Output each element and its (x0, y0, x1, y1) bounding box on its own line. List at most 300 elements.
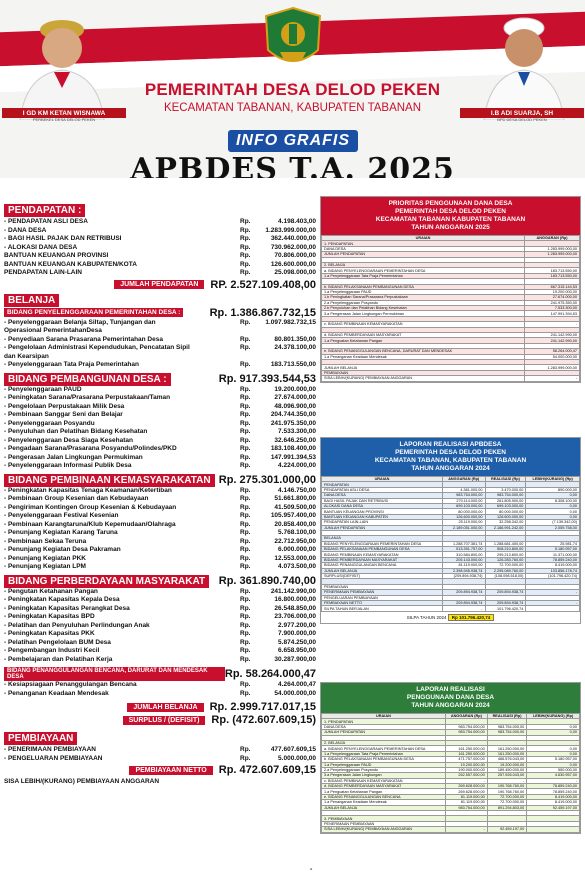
penyelenggaraan-row (4, 307, 316, 319)
budget-line (4, 630, 316, 639)
budget-line-value: 24.378.100,00 (274, 344, 316, 351)
column-header: LEBIH/(KURANG) (Rp) (527, 714, 580, 719)
table-cell: 4.361.000,00 (442, 487, 485, 492)
table-cell: 1.288.681.400,00 (485, 541, 526, 546)
table-cell: 0,00 (527, 730, 580, 735)
panel-title-line: LAPORAN REALISASI APBDESA (399, 441, 502, 448)
budget-line (4, 588, 316, 597)
budget-line-currency: Rp. (240, 269, 251, 276)
table-cell: 78.859.240,00 (527, 789, 580, 794)
budget-line-label: - Pengadaan Sarana/Prasarana Posyandu/Polindes/PKD (4, 445, 177, 452)
table-cell: - (526, 600, 580, 605)
table-cell: 147.991.394,53 (525, 311, 580, 316)
budget-line-currency: Rp. (240, 503, 251, 511)
table-cell: PENDAPATAN ASLI DESA (322, 487, 443, 492)
table-cell: 161.250.000,00 (487, 746, 526, 751)
table-cell: a. BIDANG PENYELENGGARAAN PEMERINTAHAN DESA (322, 746, 446, 751)
table-cell (527, 827, 580, 832)
budget-line (4, 462, 316, 471)
table-cell: 3.a Pengerasan Jalan Lingkungan (322, 773, 446, 778)
table-cell: 19.200.000,00 (525, 289, 580, 294)
table-cell: SISA LEBIH/(KURANG) PEMBIAYAAN ANGGARAN (322, 376, 525, 381)
panel2-table (321, 476, 580, 612)
budget-line-currency: Rp. (240, 689, 251, 697)
table-cell: 209.894.938,74 (442, 600, 485, 605)
budget-line-value: 204.744.350,00 (270, 411, 316, 418)
budget-line-label: - Peningkatan Kapasitas Perangkat Desa (4, 604, 130, 612)
budget-line-label: - ALOKASI DANA DESA (4, 243, 78, 251)
pendapatan-section (4, 200, 316, 291)
table-cell: 1.b Peningkatan Sarana/Prasarana Perpustakaan (322, 295, 525, 300)
budget-line-currency: Rp. (240, 394, 251, 401)
table-cell: BIDANG PEMBERDAYAAN MASYARAKAT (322, 557, 443, 562)
table-cell: 54.000.000,00 (525, 354, 580, 359)
budget-line (4, 218, 316, 227)
budget-line-currency: Rp. (240, 554, 251, 562)
table-cell: 78.859.240,00 (527, 784, 580, 789)
table-cell: 81.119.000,00 (445, 794, 487, 799)
table-cell: 80.000.000,00 (442, 509, 485, 514)
table-cell: 19.200.000,00 (445, 762, 487, 767)
pembangunan-title: BIDANG PEMBANGUNAN DESA : (4, 373, 171, 386)
budget-line (4, 420, 316, 429)
budget-line (4, 361, 316, 370)
pembiayaan-section (4, 728, 316, 785)
budget-line-currency: Rp. (240, 596, 251, 603)
budget-line (4, 244, 316, 253)
table-cell: 27.674.000,00 (525, 295, 580, 300)
column-header: REALISASI (Rp) (485, 477, 526, 482)
table-cell: 5.180.957,00 (527, 757, 580, 762)
table-cell: DANA DESA (322, 724, 446, 729)
column-header: LEBIH/(KURANG) (Rp) (526, 477, 580, 482)
table-cell: SISA LEBIH/(KURANG) PEMBIAYAAN ANGGARAN (322, 827, 446, 832)
budget-line (4, 344, 316, 353)
table-cell: 183.713.550,00 (525, 273, 580, 278)
table-cell: 667.315.144,53 (525, 284, 580, 289)
budget-line-label: - Penyelenggaraan PAUD (4, 385, 82, 393)
panel-title-line: TAHUN ANGGARAN 2025 (411, 224, 490, 231)
table-cell: 508.210.800,00 (485, 547, 526, 552)
table-cell: 3.a Pengerasan Jalan Lingkungan Permukiman (322, 311, 525, 316)
table-cell: 161.250.000,00 (487, 751, 526, 756)
table-cell: d. BIDANG PEMBERDAYAAN MASYARAKAT (322, 784, 446, 789)
table-cell: 81.119.000,00 (445, 800, 487, 805)
table-cell: 32.258.342,00 (485, 520, 526, 525)
budget-line-value: 20.858.400,00 (274, 520, 316, 528)
table-cell: 1. PENDAPATAN (322, 719, 446, 724)
table-cell: 0,00 (526, 503, 580, 508)
budget-line-label: - Penyelenggaraan Belanja Siltap, Tunjangan dan (4, 318, 156, 326)
table-cell: - (445, 778, 487, 783)
table-cell: 189.450.000,00 (487, 767, 526, 772)
table-cell: c. BIDANG PEMBINAAN KEMASYARAKATAN (322, 322, 525, 327)
table-cell: 699.103.000,00 (442, 503, 485, 508)
bencana-head (4, 667, 316, 681)
budget-line-value: 6.658.950,00 (278, 647, 316, 654)
regency-emblem-icon (262, 6, 324, 72)
budget-line-label: - Penyelenggaraan Festival Kesenian (4, 512, 119, 519)
budget-line-currency: Rp. (240, 587, 251, 595)
budget-line-label: - Penunjang Kegiatan PKK (4, 554, 86, 562)
budget-line-label: - Pembinaan Sanggar Seni dan Belajar (4, 411, 123, 418)
table-cell: - (442, 606, 485, 611)
budget-line-value: 16.800.000,00 (274, 596, 316, 603)
budget-line-currency: Rp. (240, 361, 251, 368)
budget-line-value: 32.646.250,00 (274, 436, 316, 444)
header-banner (0, 0, 585, 178)
budget-line-label: - Peningkatan Kapasitas BPD (4, 613, 95, 620)
page-subtitle: KECAMATAN TABANAN, KABUPATEN TABANAN (163, 102, 422, 114)
table-cell: BAGI HASIL PAJAK DAN RETRIBUSI (322, 498, 443, 503)
table-cell: 1.283.999.000,00 (525, 252, 580, 257)
budget-line-value: 2.977.200,00 (278, 621, 316, 629)
surplus-row (4, 714, 316, 726)
budget-line (4, 647, 316, 656)
budget-line-label: - Penyelenggaraan Posyandu (4, 419, 95, 427)
belanja-section (4, 294, 316, 727)
table-cell: 161.250.000,00 (445, 751, 487, 756)
budget-line-label: - Pengiriman Kontingen Group Kesenian & Kebudayaan (4, 503, 177, 511)
budget-line-currency: Rp. (240, 226, 251, 234)
table-cell: e. BIDANG PENANGGULANGAN BENCANA (322, 794, 446, 799)
table-cell: 92.459.197,00 (527, 805, 580, 810)
table-cell: 126.600.000,00 (442, 514, 485, 519)
budget-line (4, 681, 316, 690)
table-cell: JUMLAH BELANJA (322, 568, 443, 573)
table-cell: 0,00 (526, 514, 580, 519)
table-cell: (108.098.518,00) (485, 574, 526, 579)
portrait-right (468, 8, 580, 120)
table-cell: 92.459.197,00 (487, 827, 526, 832)
table-cell: 983.754.000,00 (487, 730, 526, 735)
pembiayaan-title: PEMBIAYAAN (4, 732, 77, 745)
budget-line-value: 1.283.999.000,00 (265, 226, 316, 234)
budget-line-value: 241.142.990,00 (270, 587, 316, 595)
table-cell: 891.294.803,00 (487, 805, 526, 810)
table-cell: 983.754.000,00 (485, 493, 526, 498)
budget-line (4, 327, 316, 336)
budget-line (4, 252, 316, 261)
kemasyarakatan-title: BIDANG PEMBINAAN KEMASYARAKATAN (4, 474, 215, 487)
kemasyarakatan-head (4, 474, 316, 487)
table-cell: 550.000,00 (527, 767, 580, 772)
table-cell: JUMLAH BELANJA (322, 805, 446, 810)
table-cell: 58.264.000,47 (525, 349, 580, 354)
budget-line (4, 529, 316, 538)
table-cell: BIDANG PENYELENGGARAAN PEMERINTAHAN DESA (322, 541, 443, 546)
table-cell: 8.419.000,00 (527, 794, 580, 799)
pendapatan-total-label: JUMLAH PENDAPATAN (114, 280, 204, 289)
pembiayaan-netto-value: Rp. 472.607.609,15 (218, 764, 316, 776)
budget-line (4, 353, 316, 362)
budget-line-currency: Rp. (240, 621, 251, 629)
pembangunan-head (4, 373, 316, 386)
table-cell: 209.894.938,74 (442, 590, 485, 595)
budget-line-label: - Peningkatan Kapasitas PKK (4, 630, 95, 637)
budget-line (4, 538, 316, 547)
table-cell: 699.103.000,00 (485, 503, 526, 508)
sisa-anggaran-label: SISA LEBIH/(KURANG) PEMBIAYAAN ANGGARAN (4, 778, 160, 785)
budget-line-label: - Pembinaan Karangtaruna/Klub Kepemudaan/Olahraga (4, 520, 176, 528)
belanja-title: BELANJA (4, 294, 59, 307)
table-cell: 1.a Penyelenggaraan Tata Praja Pemerintahan (322, 273, 525, 278)
belanja-total (4, 701, 316, 713)
table-cell: 4.630.957,00 (527, 773, 580, 778)
budget-line-currency: Rp. (240, 428, 251, 435)
budget-line-label: - Pelatihan dan Penyuluhan Perlindungan Anak (4, 621, 150, 629)
budget-line-value: 7.533.300,00 (278, 428, 316, 435)
penyelenggaraan-amount: Rp. 1.386.867.732,15 (209, 306, 316, 319)
column-header: ANGGARAN (Rp) (445, 714, 487, 719)
budget-line-label: - Penyelenggaraan Desa Siaga Kesehatan (4, 436, 133, 444)
budget-line-currency: Rp. (240, 613, 251, 620)
budget-line-value: 730.962.000,00 (270, 243, 316, 251)
table-cell: 2.a Penyelenggaraan Posyandu (322, 767, 446, 772)
table-cell: 3. PEMBIAYAAN (322, 816, 446, 821)
budget-line (4, 261, 316, 270)
budget-line (4, 746, 316, 755)
budget-line-value: 27.674.000,00 (274, 394, 316, 401)
table-row (322, 606, 580, 611)
table-cell: 2.398.945.938,74 (442, 568, 485, 573)
budget-line-value: 4.146.750,00 (278, 486, 316, 494)
table-cell: 983.754.000,00 (445, 724, 487, 729)
table-cell: 1.a Penguatan Ketahanan Pangan (322, 789, 446, 794)
budget-line (4, 437, 316, 446)
table-cell: 8.308.100,00 (526, 498, 580, 503)
panel-title-line: PEMERINTAH DESA DELOD PEKEN (395, 208, 506, 215)
budget-line-value: 105.957.400,00 (270, 512, 316, 519)
table-cell: - (445, 827, 487, 832)
budget-line (4, 755, 316, 764)
table-cell: c. BIDANG PEMBINAAN KEMASYARAKATAN (322, 778, 446, 783)
pembiayaan-netto-label: PEMBIAYAAN NETTO (129, 766, 212, 775)
budget-line-label: - BAGI HASIL PAJAK DAN RETRIBUSI (4, 235, 122, 242)
budget-line-currency: Rp. (240, 218, 251, 225)
budget-line-currency: Rp. (240, 647, 251, 654)
budget-line-label: Operasional PemerintahanDesa (4, 327, 102, 334)
budget-line (4, 428, 316, 437)
table-cell: ALOKASI DANA DESA (322, 503, 443, 508)
panel-title-line: PEMERINTAH DESA DELOD PEKEN (395, 449, 506, 456)
budget-line-currency: Rp. (240, 318, 251, 326)
budget-line (4, 622, 316, 631)
table-cell: - (487, 778, 526, 783)
budget-line-value: 4.198.403,00 (278, 218, 316, 225)
belanja-total-label: JUMLAH BELANJA (127, 703, 203, 712)
bencana-title: BIDANG PENANGGULANGAN BENCANA, DARURAT DAN MENDESAK DESA (4, 667, 225, 681)
budget-line-currency: Rp. (240, 746, 251, 753)
table-cell: 0,00 (526, 509, 580, 514)
table-cell: 1.283.999.000,00 (525, 365, 580, 370)
budget-line (4, 546, 316, 555)
table-cell: PENDAPATAN LAIN-LAIN (322, 520, 443, 525)
column-header: ANGGARAN (Rp) (525, 236, 580, 241)
table-row (322, 827, 580, 832)
table-cell: 1.288.707.381,74 (442, 541, 485, 546)
right-person-name: I.B ADI SUARJA, SH (460, 108, 584, 118)
left-person-role: PERBEKEL DESA DELOD PEKEN (32, 117, 96, 122)
budget-line-label: - Penunjang Kegiatan Desa Pakraman (4, 546, 121, 553)
table-cell: - (525, 322, 580, 327)
budget-line-currency: Rp. (240, 655, 251, 663)
panel1-table (321, 235, 580, 382)
table-cell (526, 606, 580, 611)
budget-line-value: 477.607.609,15 (270, 746, 316, 753)
table-cell: 890.000,00 (526, 487, 580, 492)
table-cell: 205.143.000,00 (442, 557, 485, 562)
table-cell: 241.142.990,00 (525, 338, 580, 343)
budget-line-label: - Pembinaan Group Kesenian dan Kebudayaan (4, 495, 149, 502)
pembiayaan-netto (4, 764, 316, 776)
panel-realisasi-apbdes (320, 437, 581, 624)
table-cell: 241.975.350,00 (525, 300, 580, 305)
budget-line-label: - Penyelenggaraan Tata Praja Pemerintahan (4, 361, 139, 368)
pemberdayaan-head (4, 575, 316, 588)
budget-line-currency: Rp. (240, 260, 251, 268)
table-cell: 261.805.900,00 (485, 498, 526, 503)
table-cell: 1. PENDAPATAN (322, 241, 525, 246)
table-cell: PEMBIAYAAN (322, 370, 525, 375)
table-cell: 72.700.000,00 (487, 794, 526, 799)
table-cell: 257.926.043,00 (487, 773, 526, 778)
left-person-name: I GD KM KETAN WISNAWA (2, 108, 126, 118)
budget-line-label: dan Kearsipan (4, 352, 49, 360)
budget-line-label: - Pembinaan Sekaa Teruna (4, 537, 87, 545)
table-cell: 983.754.000,00 (487, 724, 526, 729)
table-cell: 269.628.000,00 (445, 789, 487, 794)
silpa-row (321, 612, 580, 623)
budget-line-label: - Penyelenggaraan Informasi Publik Desa (4, 462, 132, 469)
budget-line-currency: Rp. (240, 520, 251, 528)
pendapatan-total (4, 279, 316, 291)
budget-line-value: 51.661.800,00 (274, 495, 316, 502)
budget-line-currency: Rp. (240, 537, 251, 545)
pemberdayaan-amount: Rp. 361.890.740,00 (218, 575, 316, 587)
table-cell: 2.a Penyelenggaraan Posyandu (322, 300, 525, 305)
table-cell: 126.283.760,00 (485, 557, 526, 562)
budget-line (4, 613, 316, 622)
budget-line-label: - Peningkatan Kapasitas Tenaga Keamanan/Ketertiban (4, 486, 172, 494)
table-cell: b. BIDANG PELAKSANAAN PEMBANGUNAN DESA (322, 757, 446, 762)
table-cell: 1.283.999.000,00 (525, 246, 580, 251)
table-cell: 2.b Penyuluhan dan Pelatihan Bidang Kesehatan (322, 306, 525, 311)
budget-line-value: 4.224.000,00 (278, 462, 316, 469)
table-cell: 269.628.000,00 (445, 784, 487, 789)
column-header: URAIAN (322, 714, 446, 719)
budget-line (4, 445, 316, 454)
table-cell: 2.186.991.242,00 (485, 525, 526, 530)
table-cell: 81.119.000,00 (442, 563, 485, 568)
table-cell: 126.600.000,00 (485, 514, 526, 519)
budget-line-currency: Rp. (240, 754, 251, 762)
budget-line-value: 26.548.850,00 (274, 604, 316, 612)
budget-line-value: 54.000.000,00 (274, 689, 316, 697)
table-cell: 2.059.758,00 (526, 525, 580, 530)
table-cell: a. BIDANG PENYELENGGARAAN PEMERINTAHAN DESA (322, 268, 525, 273)
budget-summary (4, 200, 316, 875)
table-cell: 262.557.000,00 (445, 773, 487, 778)
budget-line (4, 690, 316, 699)
budget-line (4, 336, 316, 345)
table-cell: 209.894.938,74 (485, 600, 526, 605)
budget-line-currency: Rp. (240, 436, 251, 444)
table-cell: PENERIMAAN PEMBIAYAAN (322, 821, 446, 826)
budget-line-currency: Rp. (240, 495, 251, 502)
budget-line-currency: Rp. (240, 445, 251, 452)
pendapatan-total-value: RP. 2.527.109.408,00 (210, 278, 316, 291)
table-cell: 983.754.000,00 (445, 805, 487, 810)
table-cell: b. BIDANG PELAKSANAAN PEMBANGUNAN DESA (322, 284, 525, 289)
budget-line (4, 596, 316, 605)
silpa-value: Rp 101.796.420,74 (448, 614, 495, 621)
budget-line-value: 22.712.950,00 (274, 537, 316, 545)
table-cell: 209.894.938,74 (485, 590, 526, 595)
table-cell: 270.114.000,00 (442, 498, 485, 503)
table-cell: 161.250.000,00 (445, 746, 487, 751)
table-cell: - (526, 590, 580, 595)
budget-line-value: 7.900.000,00 (278, 630, 316, 637)
budget-line-value: 30.287.900,00 (274, 655, 316, 663)
panel-title-line: PRIORITAS PENGGUNAAN DANA DESA (388, 200, 513, 207)
table-cell: 0,00 (527, 762, 580, 767)
page-title: PEMERINTAH DESA DELOD PEKEN (144, 80, 441, 99)
budget-line-value: 5.768.100,00 (278, 529, 316, 536)
table-cell: 1.a Penanganan Keadaan Mendesak (322, 354, 525, 359)
table-cell: 1.a Penyelenggaraan Tata Praja Pemerintahan (322, 751, 446, 756)
table-cell: 983.754.000,00 (442, 493, 485, 498)
table-cell: 2.295.089.760,00 (485, 568, 526, 573)
budget-line (4, 521, 316, 530)
table-cell: PENGELUARAN PEMBIAYAAN (322, 595, 443, 600)
budget-line-currency: Rp. (240, 385, 251, 393)
table-cell: 3.470.000,00 (485, 487, 526, 492)
table-cell: - (527, 778, 580, 783)
table-cell: - (525, 376, 580, 381)
penyelenggaraan-title: BIDANG PENYELENGGARAAN PEMERINTAHAN DESA : (4, 308, 183, 317)
table-cell: JUMLAH BELANJA (322, 365, 525, 370)
budget-line-label: - Peningkatan Kapasitas Kepala Desa (4, 596, 120, 603)
budget-line-value: 4.264.000,47 (278, 681, 316, 688)
panel-title-line: LAPORAN REALISASI (416, 686, 485, 693)
budget-line-value: 6.000.000,00 (278, 546, 316, 553)
budget-line (4, 319, 316, 328)
budget-line-label: - Pengelolaan Administrasi Kependudukan, Pencatatan Sipil (4, 344, 190, 351)
panel-title-line: KECAMATAN TABANAN KABUPATEN TABANAN (375, 216, 526, 223)
table-cell: 2.189.051.000,00 (442, 525, 485, 530)
budget-line-label: - Pelatihan Pengelolaan BUM Desa (4, 638, 111, 646)
budget-line-currency: Rp. (240, 243, 251, 251)
main-title: APBDES T.A. 2025 (130, 152, 455, 178)
table-cell: DANA DESA (322, 493, 443, 498)
table-cell: 8.419.000,00 (526, 563, 580, 568)
table-cell: 11.371.000,00 (526, 552, 580, 557)
budget-line (4, 386, 316, 395)
panel3-table (321, 713, 580, 833)
table-cell: SILPA TAHUN BERJALAN (322, 606, 443, 611)
table-cell: 0,00 (527, 724, 580, 729)
budget-line-currency: Rp. (240, 335, 251, 343)
info-grafis-badge: INFO GRAFIS (228, 130, 358, 152)
bencana-amount: Rp. 58.264.000,47 (224, 668, 316, 680)
table-cell: PEMBIAYAAN (322, 584, 443, 589)
budget-line (4, 639, 316, 648)
table-cell: e. BIDANG PENANGGULANGAN BENCANA, DARURAT DAN MENDESAK (322, 349, 525, 354)
table-cell: BELANJA (322, 536, 443, 541)
table-cell: 8.419.000,00 (527, 800, 580, 805)
table-cell: 190.000.000,00 (445, 767, 487, 772)
